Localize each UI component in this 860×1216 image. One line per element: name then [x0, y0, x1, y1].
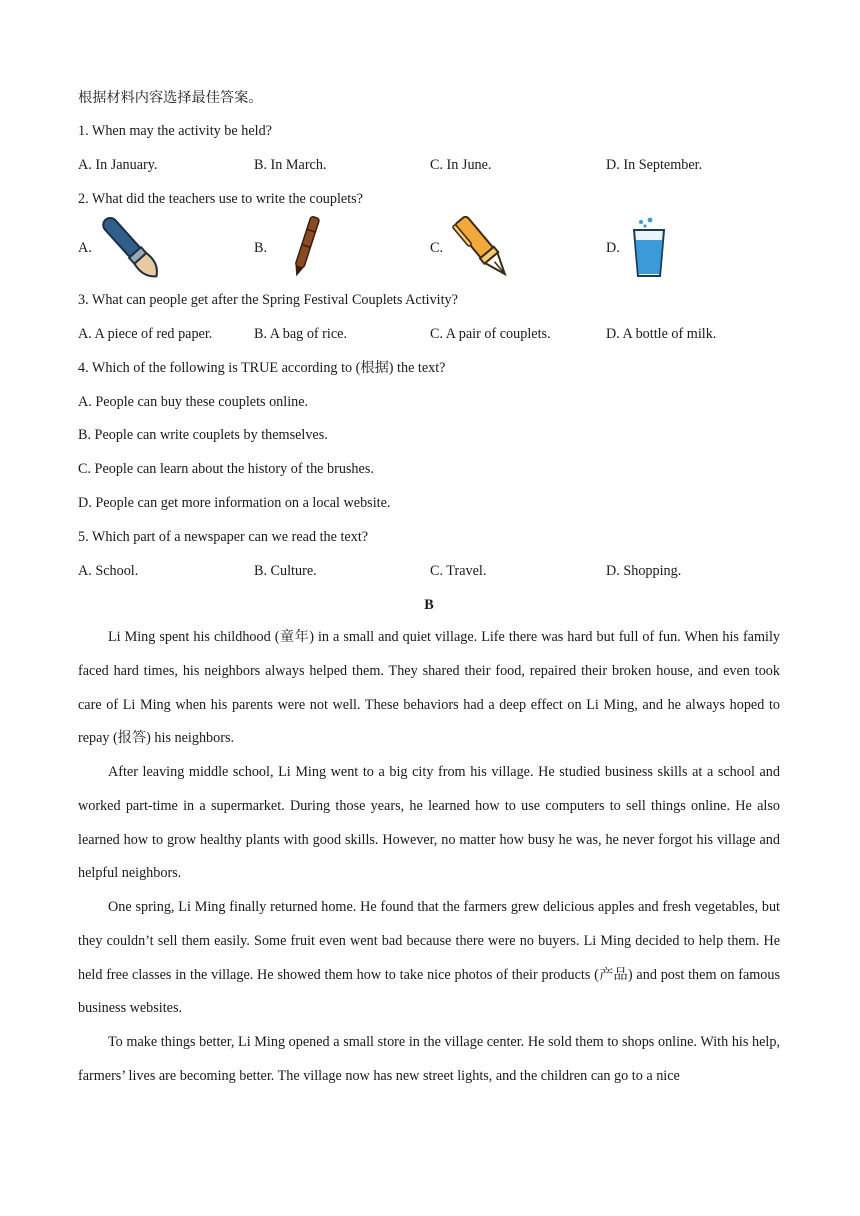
q5-option-c: C. Travel. [430, 563, 487, 579]
q2-option-c-label: C. [430, 240, 444, 256]
q2-option-b-label: B. [254, 240, 268, 256]
q4-option-c: C. People can learn about the history of the brushes. [78, 461, 374, 477]
q1-option-b: B. In March. [254, 157, 327, 173]
q2-option-b [254, 216, 341, 280]
q2-option-c [430, 216, 519, 280]
question-2: 2. What did the teachers use to write the couplets? [78, 191, 363, 207]
q5-option-a: A. School. [78, 563, 139, 579]
q5-option-b: B. Culture. [254, 563, 317, 579]
q5-option-d: D. Shopping. [606, 563, 682, 579]
fountain-pen-icon [447, 216, 519, 280]
q4-option-d: D. People can get more information on a local website. [78, 495, 391, 511]
q3-option-b: B. A bag of rice. [254, 326, 347, 342]
question-1: 1. When may the activity be held? [78, 123, 272, 139]
glass-of-water-icon [624, 216, 674, 280]
q4-option-a: A. People can buy these couplets online. [78, 394, 309, 410]
q2-option-d [606, 216, 674, 280]
passage-paragraph-1: Li Ming spent his childhood (童年) in a small and quiet village. Life there was hard but full of fun. When his family faced hard times, his neighbors always helped them. They shared their food, repaired their broken house, and even took care of Li Ming when his parents were not well. These behaviors had a deep effect on Li Ming, and he always hoped to repay (报答) his neighbors. [78, 629, 780, 747]
passage-paragraph-2: After leaving middle school, Li Ming went to a big city from his village. He studied business skills at a school and worked part-time in a supermarket. During those years, he learned how to use computers to sell things online. He also learned how to grow healthy plants with good skills. However, no matter how busy he was, he never forgot his village and helpful neighbors. [78, 764, 780, 882]
q3-option-c: C. A pair of couplets. [430, 326, 551, 342]
bamboo-brush-icon [271, 216, 341, 280]
q1-option-c: C. In June. [430, 157, 492, 173]
q1-option-d: D. In September. [606, 157, 703, 173]
q3-option-d: D. A bottle of milk. [606, 326, 717, 342]
q2-option-a-label: A. [78, 240, 92, 256]
q4-option-b: B. People can write couplets by themselves. [78, 427, 328, 443]
q2-option-d-label: D. [606, 240, 620, 256]
paintbrush-icon [96, 216, 166, 280]
q3-option-a: A. A piece of red paper. [78, 326, 213, 342]
question-3: 3. What can people get after the Spring Festival Couplets Activity? [78, 292, 458, 308]
passage-paragraph-3: One spring, Li Ming finally returned home. He found that the farmers grew delicious apples and fresh vegetables, but they couldn’t sell them easily. Some fruit even went bad because there were no buyers. Li Ming decided to help them. He held free classes in the village. He showed them how to take nice photos of their products (产品) and post them on famous business websites. [78, 899, 780, 1017]
instruction-text: 根据材料内容选择最佳答案。 [78, 90, 263, 106]
passage-paragraph-4: To make things better, Li Ming opened a small store in the village center. He sold them to shops online. With his help, farmers’ lives are becoming better. The village now has new street lights, and the children can go to a nice [78, 1034, 780, 1084]
q1-option-a: A. In January. [78, 157, 158, 173]
section-b-heading: B [424, 597, 434, 613]
question-5: 5. Which part of a newspaper can we read the text? [78, 529, 369, 545]
q2-option-a [78, 216, 166, 280]
question-4: 4. Which of the following is TRUE according to (根据) the text? [78, 360, 446, 376]
